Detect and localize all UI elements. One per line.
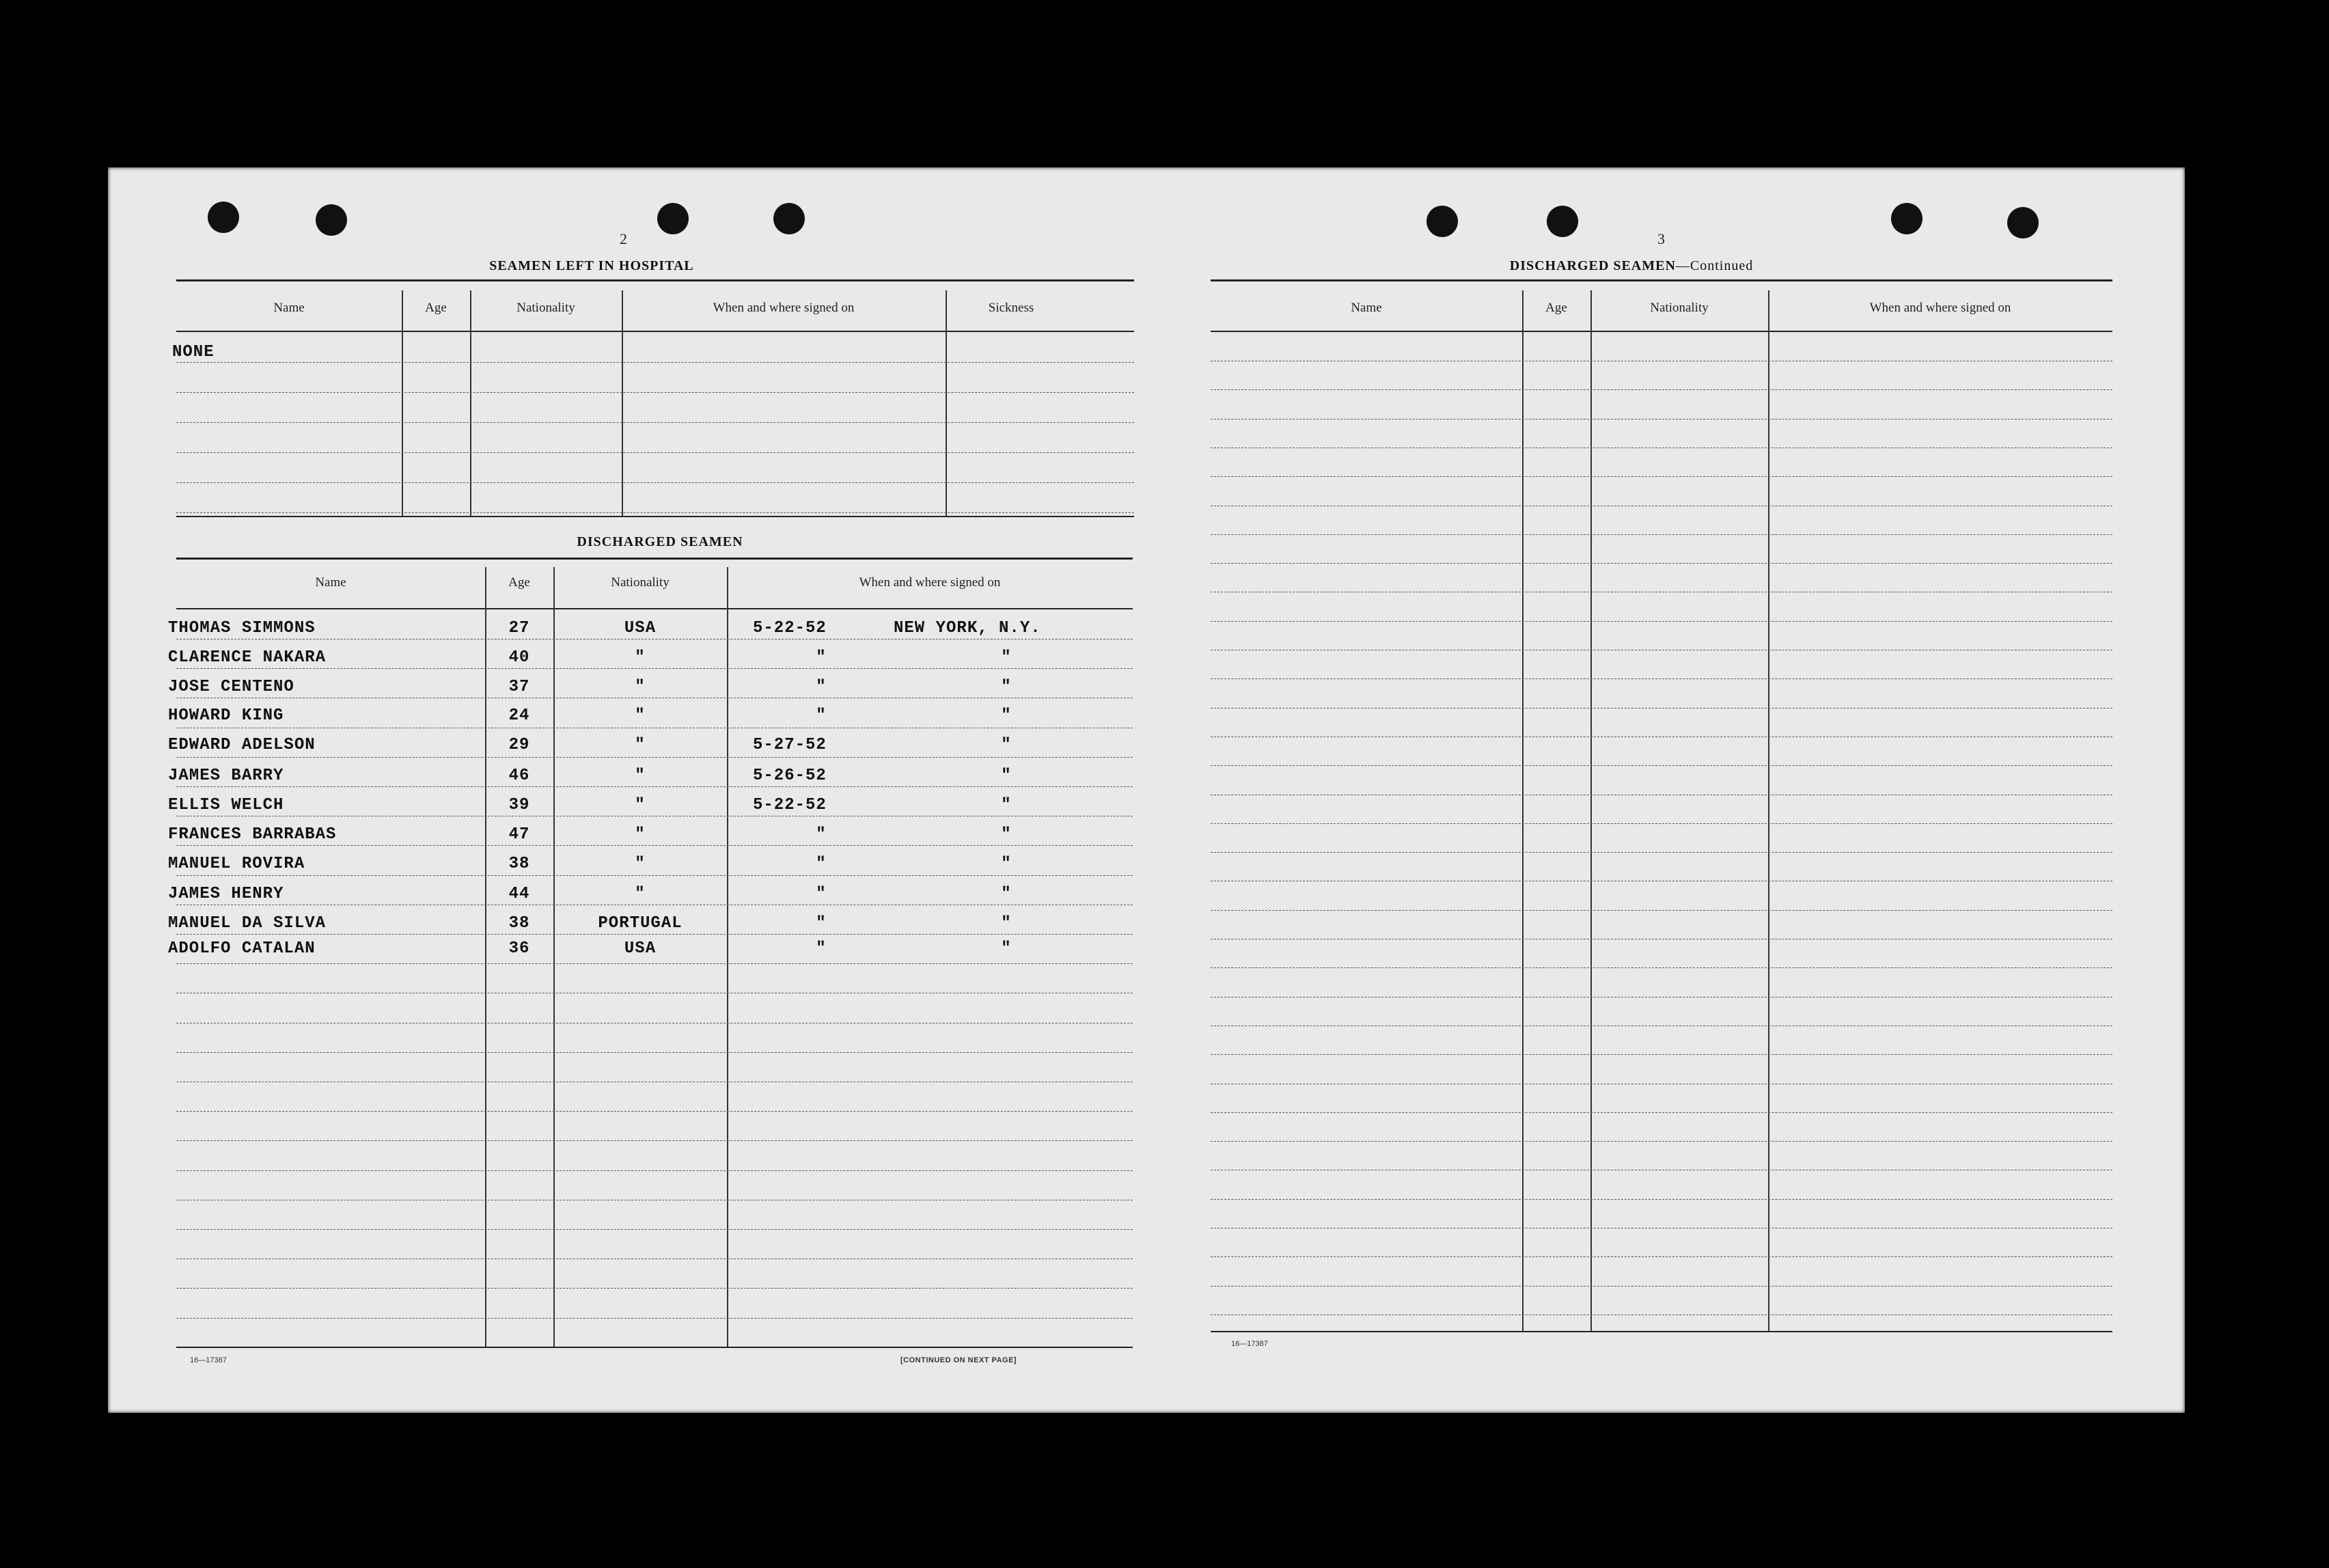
hospital-section-title: SEAMEN LEFT IN HOSPITAL — [489, 258, 694, 273]
left-page-number: 2 — [620, 230, 627, 247]
seaman-name: CLARENCE NAKARA — [168, 648, 327, 667]
punch-hole — [316, 204, 347, 236]
left-form-number: 16—17387 — [190, 1356, 227, 1364]
document-sheet — [108, 167, 2185, 1413]
seaman-name: ELLIS WELCH — [168, 796, 284, 814]
right-col-header: Nationality — [1650, 301, 1709, 315]
discharged-table-head-rule — [176, 608, 1133, 609]
right-col-header: Age — [1545, 301, 1567, 315]
discharged-ruled-line — [176, 1052, 1133, 1053]
signed-on-place: " — [1001, 796, 1012, 814]
signed-on-date: " — [816, 648, 827, 667]
right-ruled-line — [1211, 823, 2112, 824]
seaman-age: 29 — [508, 736, 530, 754]
signed-on-date: " — [816, 678, 827, 696]
seaman-age: 37 — [508, 678, 530, 696]
seaman-age: 38 — [508, 914, 530, 933]
signed-on-date: 5-26-52 — [753, 767, 827, 785]
punch-hole — [2007, 207, 2039, 238]
signed-on-date: 5-22-52 — [753, 619, 827, 637]
seaman-nationality: " — [635, 796, 646, 814]
discharged-section-title: DISCHARGED SEAMEN — [577, 534, 743, 549]
hospital-col-header: Sickness — [988, 301, 1034, 315]
seaman-name: ADOLFO CATALAN — [168, 939, 316, 958]
hospital-ruled-line — [176, 452, 1134, 453]
signed-on-place: " — [1001, 736, 1012, 754]
seaman-nationality: " — [635, 767, 646, 785]
continued-note: [CONTINUED ON NEXT PAGE] — [900, 1356, 1017, 1364]
seaman-nationality: USA — [624, 619, 657, 637]
hospital-ruled-line — [176, 482, 1134, 483]
signed-on-place: " — [1001, 767, 1012, 785]
hospital-bottom-rule — [176, 516, 1134, 517]
seaman-age: 36 — [508, 939, 530, 958]
signed-on-date: " — [816, 855, 827, 873]
seaman-nationality: " — [635, 736, 646, 754]
right-ruled-line — [1211, 563, 2112, 564]
right-ruled-line — [1211, 852, 2112, 853]
discharged-ruled-line — [176, 1170, 1133, 1171]
discharged-ruled-line — [176, 1318, 1133, 1319]
right-ruled-line — [1211, 910, 2112, 911]
seaman-nationality: " — [635, 825, 646, 844]
right-col-header: When and where signed on — [1869, 301, 2011, 315]
discharged-table-bottom-rule — [176, 1347, 1133, 1348]
right-ruled-line — [1211, 708, 2112, 709]
seaman-age: 40 — [508, 648, 530, 667]
right-page-number: 3 — [1657, 230, 1665, 247]
discharged-ruled-line — [176, 1111, 1133, 1112]
right-form-number: 16—17387 — [1231, 1340, 1268, 1348]
discharged-ruled-line — [176, 1229, 1133, 1230]
seaman-nationality: USA — [624, 939, 657, 958]
hospital-none-entry: NONE — [172, 343, 215, 361]
discharged-ruled-line — [176, 757, 1133, 758]
seaman-age: 39 — [508, 796, 530, 814]
seaman-nationality: " — [635, 648, 646, 667]
discharged-col-header: When and where signed on — [859, 575, 1001, 590]
hospital-ruled-line — [176, 392, 1134, 393]
right-col-header: Name — [1351, 301, 1382, 315]
signed-on-date: " — [816, 825, 827, 844]
seaman-age: 44 — [508, 885, 530, 903]
seaman-name: FRANCES BARRABAS — [168, 825, 337, 844]
seaman-nationality: " — [635, 706, 646, 725]
right-ruled-line — [1211, 1054, 2112, 1055]
right-table-bottom-rule — [1211, 1331, 2112, 1332]
right-col-divider — [1768, 290, 1769, 1331]
right-section-title-main: DISCHARGED SEAMEN — [1509, 258, 1676, 273]
signed-on-place: " — [1001, 855, 1012, 873]
signed-on-date: " — [816, 939, 827, 958]
hospital-table-head-rule — [176, 331, 1134, 332]
signed-on-place: NEW YORK, N.Y. — [894, 619, 1041, 637]
punch-hole — [773, 203, 805, 234]
seaman-name: HOWARD KING — [168, 706, 284, 725]
right-ruled-line — [1211, 476, 2112, 477]
right-ruled-line — [1211, 1112, 2112, 1113]
hospital-col-header: Nationality — [516, 301, 575, 315]
seaman-name: JOSE CENTENO — [168, 678, 294, 696]
seaman-nationality: " — [635, 885, 646, 903]
right-col-divider — [1590, 290, 1592, 1331]
signed-on-date: " — [816, 914, 827, 933]
right-ruled-line — [1211, 1256, 2112, 1257]
signed-on-place: " — [1001, 706, 1012, 725]
punch-hole — [208, 202, 239, 233]
discharged-ruled-line — [176, 875, 1133, 876]
seaman-nationality: " — [635, 855, 646, 873]
seaman-age: 24 — [508, 706, 530, 725]
signed-on-place: " — [1001, 678, 1012, 696]
discharged-col-header: Nationality — [611, 575, 670, 590]
discharged-ruled-line — [176, 786, 1133, 787]
signed-on-date: 5-27-52 — [753, 736, 827, 754]
hospital-col-header: Name — [273, 301, 305, 315]
discharged-ruled-line — [176, 845, 1133, 846]
right-ruled-line — [1211, 1141, 2112, 1142]
right-ruled-line — [1211, 997, 2112, 998]
right-ruled-line — [1211, 678, 2112, 679]
seaman-name: THOMAS SIMMONS — [168, 619, 316, 637]
right-section-title-suffix: —Continued — [1675, 258, 1754, 273]
signed-on-place: " — [1001, 825, 1012, 844]
right-ruled-line — [1211, 765, 2112, 766]
signed-on-place: " — [1001, 885, 1012, 903]
seaman-name: MANUEL DA SILVA — [168, 914, 327, 933]
right-ruled-line — [1211, 1286, 2112, 1287]
hospital-col-header: Age — [425, 301, 447, 315]
signed-on-place: " — [1001, 648, 1012, 667]
hospital-ruled-line — [176, 362, 1134, 363]
seaman-age: 27 — [508, 619, 530, 637]
discharged-col-header: Name — [315, 575, 346, 590]
right-ruled-line — [1211, 389, 2112, 390]
signed-on-place: " — [1001, 914, 1012, 933]
seaman-name: EDWARD ADELSON — [168, 736, 316, 754]
punch-hole — [1891, 203, 1923, 234]
hospital-table-top-rule — [176, 279, 1134, 281]
right-ruled-line — [1211, 621, 2112, 622]
seaman-name: MANUEL ROVIRA — [168, 855, 305, 873]
seaman-nationality: " — [635, 678, 646, 696]
right-section-title — [1454, 258, 1809, 274]
signed-on-date: 5-22-52 — [753, 796, 827, 814]
seaman-age: 47 — [508, 825, 530, 844]
hospital-col-header: When and where signed on — [713, 301, 855, 315]
discharged-ruled-line — [176, 963, 1133, 964]
right-ruled-line — [1211, 967, 2112, 968]
right-table-top-rule — [1211, 279, 2112, 281]
discharged-ruled-line — [176, 934, 1133, 935]
right-col-divider — [1522, 290, 1524, 1331]
discharged-table-top-rule — [176, 558, 1133, 560]
right-table-head-rule — [1211, 331, 2112, 332]
discharged-ruled-line — [176, 1288, 1133, 1289]
punch-hole — [1427, 206, 1458, 237]
signed-on-place: " — [1001, 939, 1012, 958]
seaman-age: 46 — [508, 767, 530, 785]
punch-hole — [657, 203, 689, 234]
right-ruled-line — [1211, 534, 2112, 535]
discharged-col-header: Age — [508, 575, 530, 590]
seaman-name: JAMES HENRY — [168, 885, 284, 903]
seaman-age: 38 — [508, 855, 530, 873]
discharged-ruled-line — [176, 1140, 1133, 1141]
discharged-ruled-line — [176, 1258, 1133, 1259]
hospital-ruled-line — [176, 422, 1134, 423]
seaman-name: JAMES BARRY — [168, 767, 284, 785]
discharged-ruled-line — [176, 668, 1133, 669]
right-ruled-line — [1211, 1199, 2112, 1200]
punch-hole — [1547, 206, 1578, 237]
signed-on-date: " — [816, 706, 827, 725]
hospital-ruled-line — [176, 512, 1134, 513]
signed-on-date: " — [816, 885, 827, 903]
seaman-nationality: PORTUGAL — [598, 914, 683, 933]
